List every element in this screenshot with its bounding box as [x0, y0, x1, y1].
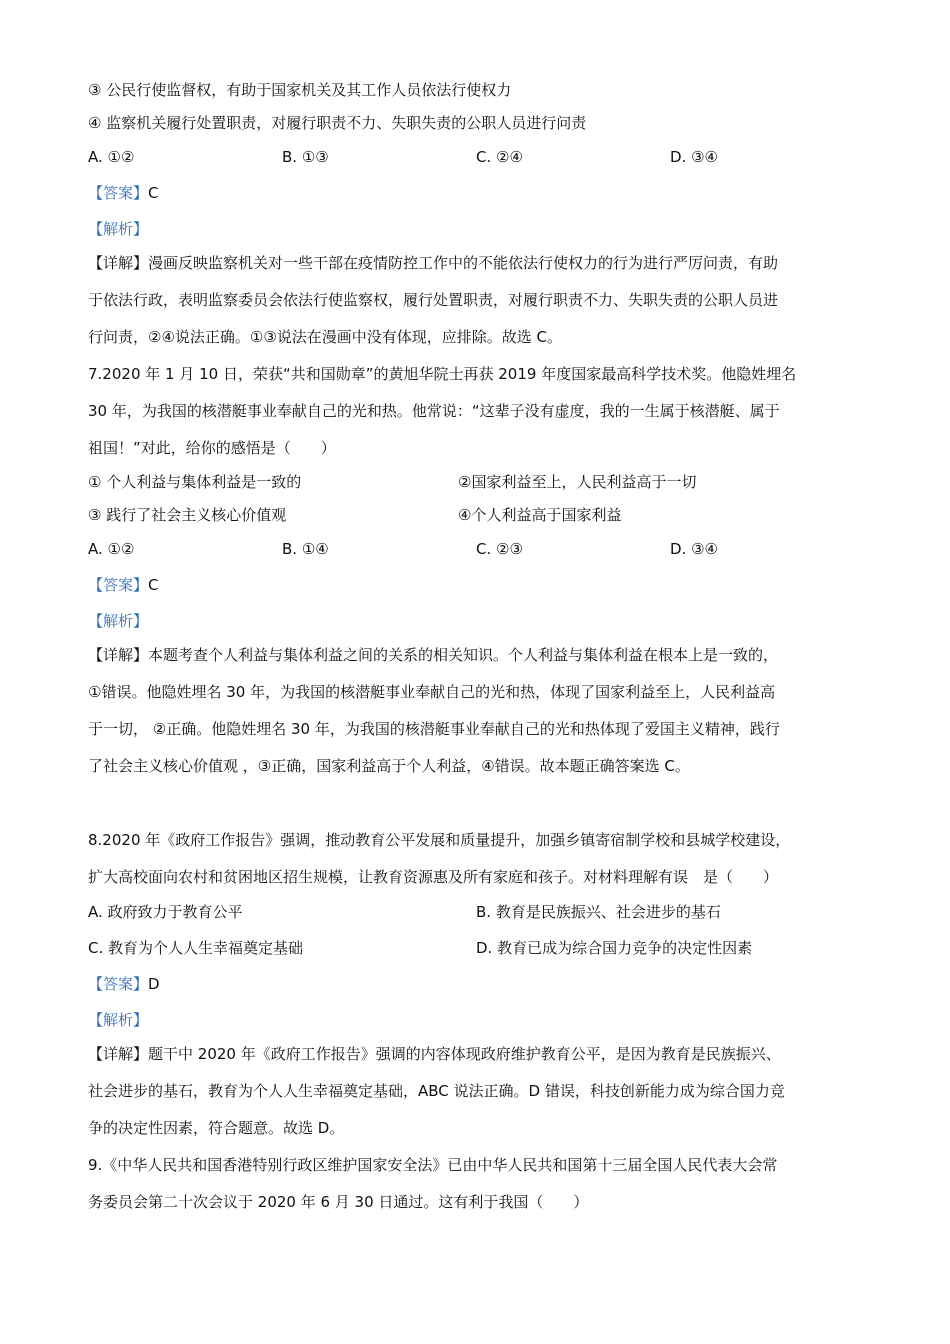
q8-stem-line-1: 8.2020 年《政府工作报告》强调，推动教育公平发展和质量提升，加强乡镇寄宿制学校和县城学校建设，	[88, 831, 791, 849]
q7-statement-1: ① 个人利益与集体利益是一致的	[88, 473, 302, 491]
analysis-tag: 【解析】	[88, 612, 149, 630]
detail-text: 本题考查个人利益与集体利益之间的关系的相关知识。个人利益与集体利益在根本上是一致的，	[148, 646, 779, 664]
q7-option-b[interactable]: B. ①④	[282, 540, 329, 558]
q8-detail-line-2: 社会进步的基石，教育为个人人生幸福奠定基础，ABC 说法正确。D 错误，科技创新能力成为综合国力竞	[88, 1082, 785, 1100]
detail-tag: 【详解】	[88, 1045, 149, 1063]
detail-tag: 【详解】	[88, 646, 149, 664]
q7-detail-line-1	[88, 644, 778, 666]
q6-statement-3: ③ 公民行使监督权，有助于国家机关及其工作人员依法行使权力	[88, 81, 512, 99]
q8-stem-line-2: 扩大高校面向农村和贫困地区招生规模，让教育资源惠及所有家庭和孩子。对材料理解有误 是（ ）	[88, 868, 779, 886]
q7-option-a[interactable]: A. ①②	[88, 540, 135, 558]
q6-option-d[interactable]: D. ③④	[670, 148, 718, 166]
q7-answer	[88, 574, 159, 596]
q7-stem-line-2: 30 年，为我国的核潜艇事业奉献自己的光和热。他常说：“这辈子没有虚度，我的一生属于核潜艇、属于	[88, 402, 780, 420]
q7-detail-line-2: ①错误。他隐姓埋名 30 年，为我国的核潜艇事业奉献自己的光和热，体现了国家利益至上，人民利益高	[88, 683, 776, 701]
q6-statement-4: ④ 监察机关履行处置职责，对履行职责不力、失职失责的公职人员进行问责	[88, 114, 587, 132]
analysis-tag: 【解析】	[88, 220, 149, 238]
q7-option-d[interactable]: D. ③④	[670, 540, 718, 558]
q9-stem-line-1: 9.《中华人民共和国香港特别行政区维护国家安全法》已由中华人民共和国第十三届全国人民代表大会常	[88, 1156, 778, 1174]
q6-detail-line-1	[88, 252, 778, 274]
q8-analysis-heading	[88, 1009, 148, 1031]
q6-detail-line-3: 行问责，②④说法正确。①③说法在漫画中没有体现，应排除。故选 C。	[88, 328, 563, 346]
q8-detail-line-1	[88, 1043, 781, 1065]
q6-option-b[interactable]: B. ①③	[282, 148, 329, 166]
q7-stem-line-1: 7.2020 年 1 月 10 日，荣获“共和国勋章”的黄旭华院士再获 2019 年度国家最高科学技术奖。他隐姓埋名	[88, 365, 797, 383]
answer-value: C	[148, 576, 159, 594]
q8-detail-line-3: 争的决定性因素，符合题意。故选 D。	[88, 1119, 345, 1137]
q9-stem-line-2: 务委员会第二十次会议于 2020 年 6 月 30 日通过。这有利于我国（ ）	[88, 1193, 589, 1211]
q7-stem-line-3: 祖国！”对此，给你的感悟是（ ）	[88, 439, 336, 457]
q8-option-c[interactable]: C. 教育为个人人生幸福奠定基础	[88, 939, 304, 957]
answer-value: C	[148, 184, 159, 202]
q6-detail-line-2: 于依法行政，表明监察委员会依法行使监察权，履行处置职责，对履行职责不力、失职失责的公职人员进	[88, 291, 779, 309]
detail-text: 题干中 2020 年《政府工作报告》强调的内容体现政府维护教育公平，是因为教育是民族振兴、	[148, 1045, 781, 1063]
q6-analysis-heading	[88, 218, 148, 240]
answer-value: D	[148, 975, 160, 993]
answer-tag: 【答案】	[88, 576, 149, 594]
answer-tag: 【答案】	[88, 184, 149, 202]
q6-option-c[interactable]: C. ②④	[476, 148, 523, 166]
q7-statement-4: ④个人利益高于国家利益	[458, 506, 622, 524]
q7-statement-3: ③ 践行了社会主义核心价值观	[88, 506, 287, 524]
q7-statement-2: ②国家利益至上，人民利益高于一切	[458, 473, 697, 491]
q8-answer	[88, 973, 160, 995]
q8-option-b[interactable]: B. 教育是民族振兴、社会进步的基石	[476, 903, 721, 921]
q7-detail-line-3: 于一切， ②正确。他隐姓埋名 30 年，为我国的核潜艇事业奉献自己的光和热体现了爱国主义精神，践行	[88, 720, 780, 738]
q6-option-a[interactable]: A. ①②	[88, 148, 135, 166]
q7-option-c[interactable]: C. ②③	[476, 540, 523, 558]
analysis-tag: 【解析】	[88, 1011, 149, 1029]
q6-answer	[88, 182, 159, 204]
q7-analysis-heading	[88, 610, 148, 632]
detail-tag: 【详解】	[88, 254, 149, 272]
q7-detail-line-4: 了社会主义核心价值观 ，③正确，国家利益高于个人利益，④错误。故本题正确答案选 C。	[88, 757, 690, 775]
answer-tag: 【答案】	[88, 975, 149, 993]
q8-option-a[interactable]: A. 政府致力于教育公平	[88, 903, 243, 921]
detail-text: 漫画反映监察机关对一些干部在疫情防控工作中的不能依法行使权力的行为进行严厉问责，有助	[148, 254, 779, 272]
q8-option-d[interactable]: D. 教育已成为综合国力竞争的决定性因素	[476, 939, 753, 957]
